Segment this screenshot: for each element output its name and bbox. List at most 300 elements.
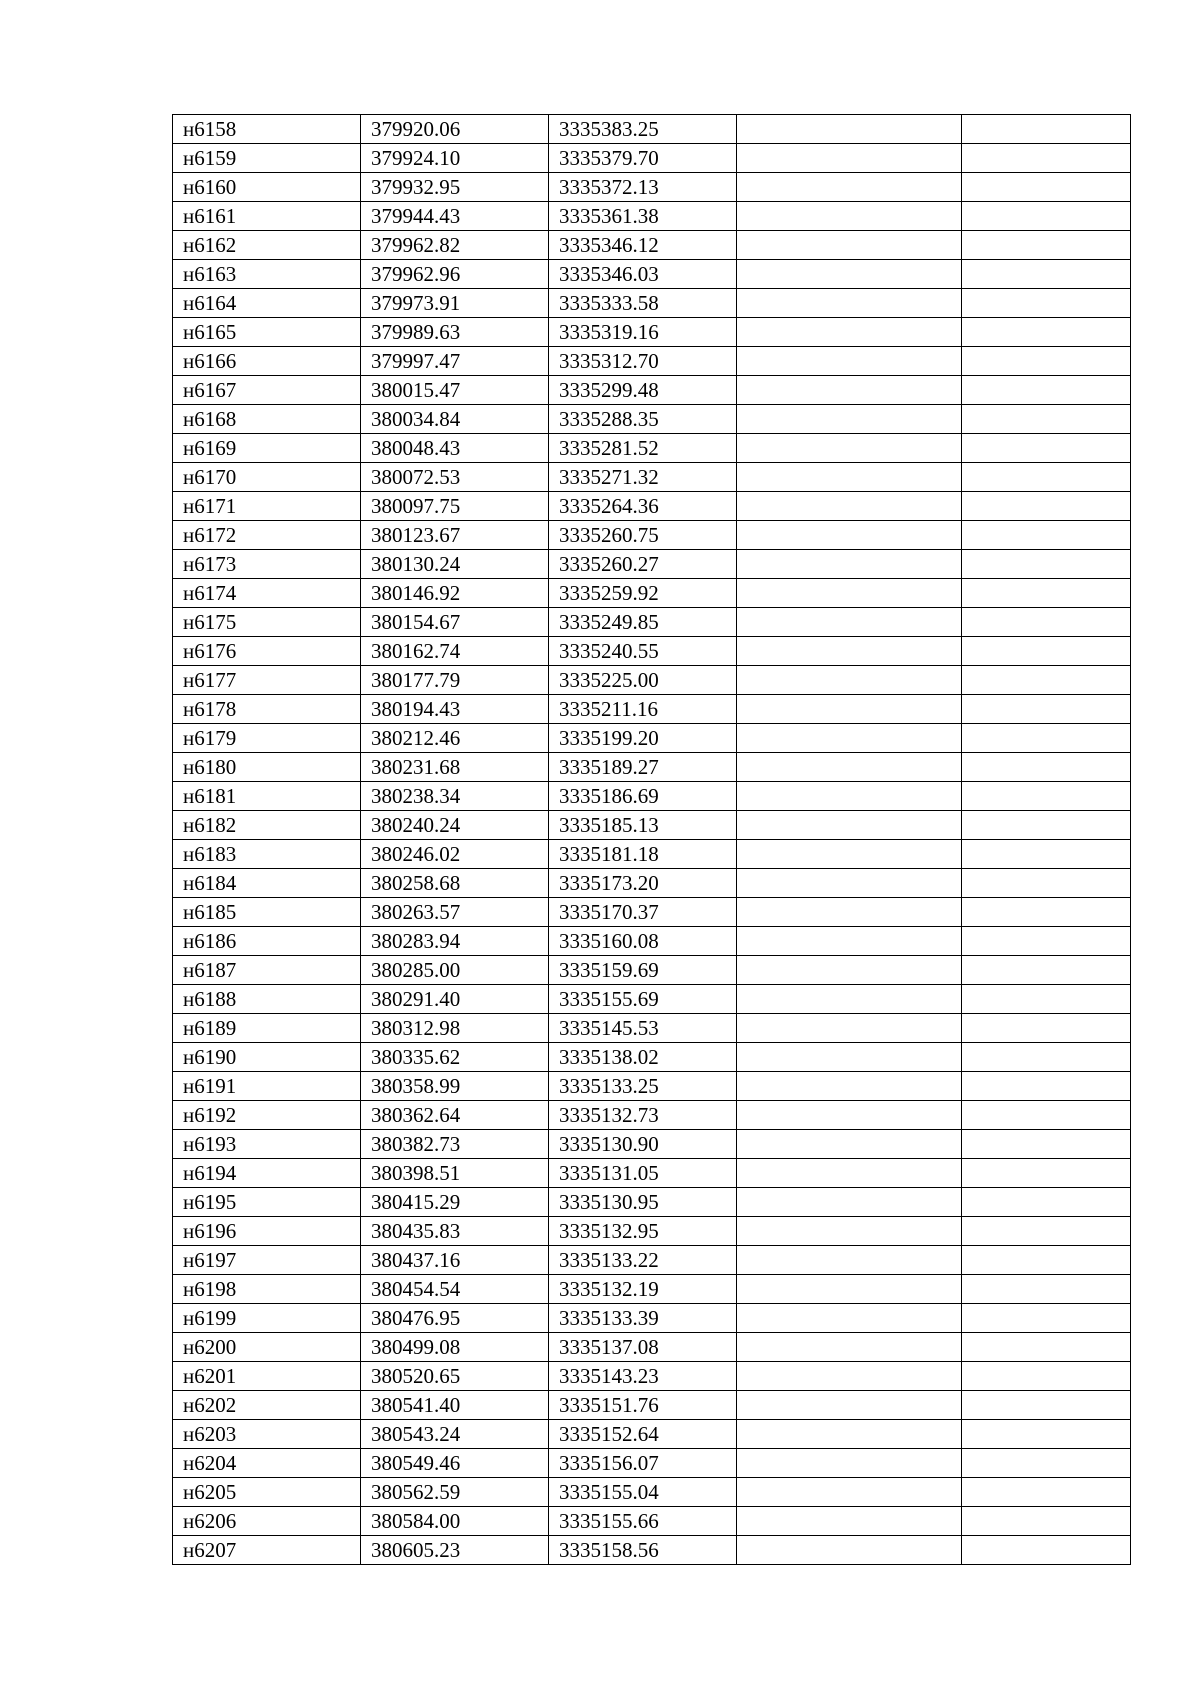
point-name-cell: н6205 — [173, 1478, 361, 1507]
y-coordinate-cell: 3335133.39 — [549, 1304, 737, 1333]
point-name-cell: н6172 — [173, 521, 361, 550]
y-coordinate-cell: 3335158.56 — [549, 1536, 737, 1565]
empty-cell — [737, 231, 962, 260]
x-coordinate-cell: 380543.24 — [361, 1420, 549, 1449]
empty-cell — [737, 1391, 962, 1420]
point-name-cell: н6168 — [173, 405, 361, 434]
empty-cell — [962, 1449, 1131, 1478]
empty-cell — [962, 550, 1131, 579]
table-row — [173, 637, 1131, 666]
point-name-cell: н6200 — [173, 1333, 361, 1362]
table-row — [173, 579, 1131, 608]
empty-cell — [962, 956, 1131, 985]
table-row — [173, 1043, 1131, 1072]
table-row — [173, 1217, 1131, 1246]
table-row — [173, 405, 1131, 434]
table-row — [173, 1449, 1131, 1478]
y-coordinate-cell: 3335264.36 — [549, 492, 737, 521]
empty-cell — [962, 840, 1131, 869]
x-coordinate-cell: 380562.59 — [361, 1478, 549, 1507]
y-coordinate-cell: 3335346.12 — [549, 231, 737, 260]
empty-cell — [962, 405, 1131, 434]
y-coordinate-cell: 3335312.70 — [549, 347, 737, 376]
point-name-cell: н6192 — [173, 1101, 361, 1130]
y-coordinate-cell: 3335137.08 — [549, 1333, 737, 1362]
y-coordinate-cell: 3335281.52 — [549, 434, 737, 463]
table-row — [173, 782, 1131, 811]
table-row — [173, 289, 1131, 318]
y-coordinate-cell: 3335132.19 — [549, 1275, 737, 1304]
y-coordinate-cell: 3335260.27 — [549, 550, 737, 579]
table-row — [173, 463, 1131, 492]
x-coordinate-cell: 379962.82 — [361, 231, 549, 260]
empty-cell — [737, 1188, 962, 1217]
empty-cell — [962, 521, 1131, 550]
y-coordinate-cell: 3335173.20 — [549, 869, 737, 898]
empty-cell — [962, 1333, 1131, 1362]
table-row — [173, 985, 1131, 1014]
x-coordinate-cell: 380312.98 — [361, 1014, 549, 1043]
empty-cell — [962, 666, 1131, 695]
table-row — [173, 1130, 1131, 1159]
x-coordinate-cell: 380034.84 — [361, 405, 549, 434]
empty-cell — [737, 637, 962, 666]
y-coordinate-cell: 3335130.90 — [549, 1130, 737, 1159]
table-row — [173, 724, 1131, 753]
empty-cell — [962, 1507, 1131, 1536]
point-name-cell: н6195 — [173, 1188, 361, 1217]
x-coordinate-cell: 380541.40 — [361, 1391, 549, 1420]
empty-cell — [962, 608, 1131, 637]
point-name-cell: н6176 — [173, 637, 361, 666]
x-coordinate-cell: 380476.95 — [361, 1304, 549, 1333]
empty-cell — [962, 1072, 1131, 1101]
y-coordinate-cell: 3335259.92 — [549, 579, 737, 608]
empty-cell — [737, 1362, 962, 1391]
x-coordinate-cell: 380362.64 — [361, 1101, 549, 1130]
x-coordinate-cell: 380258.68 — [361, 869, 549, 898]
empty-cell — [737, 463, 962, 492]
table-row — [173, 898, 1131, 927]
y-coordinate-cell: 3335333.58 — [549, 289, 737, 318]
x-coordinate-cell: 380435.83 — [361, 1217, 549, 1246]
empty-cell — [962, 927, 1131, 956]
point-name-cell: н6198 — [173, 1275, 361, 1304]
empty-cell — [737, 202, 962, 231]
x-coordinate-cell: 380048.43 — [361, 434, 549, 463]
point-name-cell: н6199 — [173, 1304, 361, 1333]
empty-cell — [962, 1304, 1131, 1333]
empty-cell — [737, 376, 962, 405]
empty-cell — [962, 202, 1131, 231]
coordinates-table — [172, 114, 1131, 1565]
empty-cell — [737, 1014, 962, 1043]
empty-cell — [962, 376, 1131, 405]
x-coordinate-cell: 380499.08 — [361, 1333, 549, 1362]
x-coordinate-cell: 380358.99 — [361, 1072, 549, 1101]
point-name-cell: н6196 — [173, 1217, 361, 1246]
table-row — [173, 1014, 1131, 1043]
y-coordinate-cell: 3335131.05 — [549, 1159, 737, 1188]
point-name-cell: н6174 — [173, 579, 361, 608]
empty-cell — [737, 1246, 962, 1275]
empty-cell — [737, 1536, 962, 1565]
point-name-cell: н6182 — [173, 811, 361, 840]
x-coordinate-cell: 380382.73 — [361, 1130, 549, 1159]
x-coordinate-cell: 380454.54 — [361, 1275, 549, 1304]
point-name-cell: н6189 — [173, 1014, 361, 1043]
empty-cell — [737, 1507, 962, 1536]
table-row — [173, 1333, 1131, 1362]
table-row — [173, 202, 1131, 231]
point-name-cell: н6162 — [173, 231, 361, 260]
y-coordinate-cell: 3335130.95 — [549, 1188, 737, 1217]
y-coordinate-cell: 3335155.04 — [549, 1478, 737, 1507]
table-row — [173, 376, 1131, 405]
x-coordinate-cell: 380246.02 — [361, 840, 549, 869]
empty-cell — [962, 1362, 1131, 1391]
table-row — [173, 521, 1131, 550]
point-name-cell: н6165 — [173, 318, 361, 347]
empty-cell — [962, 1159, 1131, 1188]
empty-cell — [737, 956, 962, 985]
empty-cell — [737, 1275, 962, 1304]
x-coordinate-cell: 379924.10 — [361, 144, 549, 173]
table-row — [173, 231, 1131, 260]
y-coordinate-cell: 3335383.25 — [549, 115, 737, 144]
table-row — [173, 1536, 1131, 1565]
point-name-cell: н6197 — [173, 1246, 361, 1275]
point-name-cell: н6166 — [173, 347, 361, 376]
x-coordinate-cell: 380072.53 — [361, 463, 549, 492]
y-coordinate-cell: 3335185.13 — [549, 811, 737, 840]
coordinates-table-body — [173, 115, 1131, 1565]
y-coordinate-cell: 3335189.27 — [549, 753, 737, 782]
x-coordinate-cell: 380415.29 — [361, 1188, 549, 1217]
empty-cell — [737, 144, 962, 173]
empty-cell — [737, 434, 962, 463]
empty-cell — [737, 985, 962, 1014]
empty-cell — [737, 608, 962, 637]
point-name-cell: н6191 — [173, 1072, 361, 1101]
x-coordinate-cell: 380015.47 — [361, 376, 549, 405]
y-coordinate-cell: 3335260.75 — [549, 521, 737, 550]
y-coordinate-cell: 3335181.18 — [549, 840, 737, 869]
x-coordinate-cell: 380154.67 — [361, 608, 549, 637]
empty-cell — [737, 1130, 962, 1159]
table-row — [173, 608, 1131, 637]
y-coordinate-cell: 3335199.20 — [549, 724, 737, 753]
empty-cell — [737, 318, 962, 347]
point-name-cell: н6177 — [173, 666, 361, 695]
table-row — [173, 1101, 1131, 1130]
point-name-cell: н6181 — [173, 782, 361, 811]
empty-cell — [962, 1420, 1131, 1449]
empty-cell — [962, 1391, 1131, 1420]
y-coordinate-cell: 3335159.69 — [549, 956, 737, 985]
empty-cell — [737, 260, 962, 289]
empty-cell — [962, 1188, 1131, 1217]
point-name-cell: н6203 — [173, 1420, 361, 1449]
empty-cell — [737, 1159, 962, 1188]
table-row — [173, 1246, 1131, 1275]
y-coordinate-cell: 3335271.32 — [549, 463, 737, 492]
point-name-cell: н6158 — [173, 115, 361, 144]
empty-cell — [737, 666, 962, 695]
y-coordinate-cell: 3335156.07 — [549, 1449, 737, 1478]
point-name-cell: н6178 — [173, 695, 361, 724]
x-coordinate-cell: 380177.79 — [361, 666, 549, 695]
x-coordinate-cell: 379997.47 — [361, 347, 549, 376]
point-name-cell: н6171 — [173, 492, 361, 521]
point-name-cell: н6170 — [173, 463, 361, 492]
y-coordinate-cell: 3335170.37 — [549, 898, 737, 927]
x-coordinate-cell: 380605.23 — [361, 1536, 549, 1565]
table-row — [173, 1304, 1131, 1333]
empty-cell — [737, 1420, 962, 1449]
table-row — [173, 1507, 1131, 1536]
table-row — [173, 115, 1131, 144]
point-name-cell: н6207 — [173, 1536, 361, 1565]
table-row — [173, 811, 1131, 840]
point-name-cell: н6163 — [173, 260, 361, 289]
empty-cell — [962, 231, 1131, 260]
point-name-cell: н6159 — [173, 144, 361, 173]
empty-cell — [737, 1333, 962, 1362]
empty-cell — [962, 753, 1131, 782]
empty-cell — [962, 985, 1131, 1014]
x-coordinate-cell: 380263.57 — [361, 898, 549, 927]
y-coordinate-cell: 3335299.48 — [549, 376, 737, 405]
table-row — [173, 1159, 1131, 1188]
table-row — [173, 753, 1131, 782]
y-coordinate-cell: 3335288.35 — [549, 405, 737, 434]
y-coordinate-cell: 3335249.85 — [549, 608, 737, 637]
x-coordinate-cell: 380130.24 — [361, 550, 549, 579]
table-row — [173, 1420, 1131, 1449]
y-coordinate-cell: 3335152.64 — [549, 1420, 737, 1449]
x-coordinate-cell: 380162.74 — [361, 637, 549, 666]
x-coordinate-cell: 380398.51 — [361, 1159, 549, 1188]
point-name-cell: н6169 — [173, 434, 361, 463]
table-row — [173, 434, 1131, 463]
x-coordinate-cell: 380231.68 — [361, 753, 549, 782]
x-coordinate-cell: 380194.43 — [361, 695, 549, 724]
y-coordinate-cell: 3335132.95 — [549, 1217, 737, 1246]
y-coordinate-cell: 3335225.00 — [549, 666, 737, 695]
empty-cell — [962, 1101, 1131, 1130]
table-row — [173, 492, 1131, 521]
y-coordinate-cell: 3335186.69 — [549, 782, 737, 811]
empty-cell — [962, 637, 1131, 666]
empty-cell — [962, 173, 1131, 202]
empty-cell — [737, 173, 962, 202]
empty-cell — [962, 115, 1131, 144]
y-coordinate-cell: 3335132.73 — [549, 1101, 737, 1130]
point-name-cell: н6201 — [173, 1362, 361, 1391]
empty-cell — [962, 1275, 1131, 1304]
y-coordinate-cell: 3335160.08 — [549, 927, 737, 956]
empty-cell — [962, 724, 1131, 753]
table-row — [173, 144, 1131, 173]
table-row — [173, 840, 1131, 869]
x-coordinate-cell: 379989.63 — [361, 318, 549, 347]
table-row — [173, 869, 1131, 898]
point-name-cell: н6190 — [173, 1043, 361, 1072]
x-coordinate-cell: 380285.00 — [361, 956, 549, 985]
empty-cell — [737, 1101, 962, 1130]
empty-cell — [962, 579, 1131, 608]
point-name-cell: н6183 — [173, 840, 361, 869]
x-coordinate-cell: 380123.67 — [361, 521, 549, 550]
x-coordinate-cell: 380437.16 — [361, 1246, 549, 1275]
point-name-cell: н6204 — [173, 1449, 361, 1478]
empty-cell — [737, 347, 962, 376]
x-coordinate-cell: 379962.96 — [361, 260, 549, 289]
point-name-cell: н6167 — [173, 376, 361, 405]
empty-cell — [737, 1043, 962, 1072]
y-coordinate-cell: 3335133.22 — [549, 1246, 737, 1275]
point-name-cell: н6202 — [173, 1391, 361, 1420]
empty-cell — [962, 492, 1131, 521]
x-coordinate-cell: 380146.92 — [361, 579, 549, 608]
table-row — [173, 1362, 1131, 1391]
y-coordinate-cell: 3335361.38 — [549, 202, 737, 231]
point-name-cell: н6194 — [173, 1159, 361, 1188]
table-row — [173, 666, 1131, 695]
x-coordinate-cell: 379973.91 — [361, 289, 549, 318]
y-coordinate-cell: 3335138.02 — [549, 1043, 737, 1072]
empty-cell — [737, 521, 962, 550]
table-row — [173, 260, 1131, 289]
point-name-cell: н6185 — [173, 898, 361, 927]
empty-cell — [962, 1014, 1131, 1043]
empty-cell — [737, 1478, 962, 1507]
empty-cell — [737, 1449, 962, 1478]
empty-cell — [737, 492, 962, 521]
y-coordinate-cell: 3335151.76 — [549, 1391, 737, 1420]
x-coordinate-cell: 380291.40 — [361, 985, 549, 1014]
table-row — [173, 550, 1131, 579]
table-row — [173, 956, 1131, 985]
point-name-cell: н6186 — [173, 927, 361, 956]
empty-cell — [962, 144, 1131, 173]
x-coordinate-cell: 380097.75 — [361, 492, 549, 521]
x-coordinate-cell: 379932.95 — [361, 173, 549, 202]
empty-cell — [962, 782, 1131, 811]
y-coordinate-cell: 3335145.53 — [549, 1014, 737, 1043]
empty-cell — [962, 695, 1131, 724]
empty-cell — [962, 898, 1131, 927]
empty-cell — [962, 347, 1131, 376]
table-row — [173, 695, 1131, 724]
table-row — [173, 1072, 1131, 1101]
table-row — [173, 927, 1131, 956]
empty-cell — [737, 927, 962, 956]
table-row — [173, 173, 1131, 202]
point-name-cell: н6180 — [173, 753, 361, 782]
point-name-cell: н6179 — [173, 724, 361, 753]
empty-cell — [737, 898, 962, 927]
empty-cell — [737, 724, 962, 753]
empty-cell — [737, 550, 962, 579]
y-coordinate-cell: 3335346.03 — [549, 260, 737, 289]
x-coordinate-cell: 380283.94 — [361, 927, 549, 956]
empty-cell — [737, 115, 962, 144]
point-name-cell: н6173 — [173, 550, 361, 579]
y-coordinate-cell: 3335379.70 — [549, 144, 737, 173]
empty-cell — [962, 318, 1131, 347]
point-name-cell: н6164 — [173, 289, 361, 318]
empty-cell — [737, 579, 962, 608]
x-coordinate-cell: 380238.34 — [361, 782, 549, 811]
empty-cell — [962, 811, 1131, 840]
empty-cell — [962, 1246, 1131, 1275]
table-row — [173, 1478, 1131, 1507]
y-coordinate-cell: 3335155.69 — [549, 985, 737, 1014]
empty-cell — [962, 1536, 1131, 1565]
empty-cell — [737, 1304, 962, 1333]
empty-cell — [737, 405, 962, 434]
empty-cell — [962, 1217, 1131, 1246]
empty-cell — [737, 811, 962, 840]
table-row — [173, 318, 1131, 347]
empty-cell — [962, 1478, 1131, 1507]
y-coordinate-cell: 3335133.25 — [549, 1072, 737, 1101]
empty-cell — [737, 1217, 962, 1246]
empty-cell — [962, 260, 1131, 289]
x-coordinate-cell: 379920.06 — [361, 115, 549, 144]
x-coordinate-cell: 380584.00 — [361, 1507, 549, 1536]
empty-cell — [962, 289, 1131, 318]
point-name-cell: н6187 — [173, 956, 361, 985]
empty-cell — [737, 753, 962, 782]
y-coordinate-cell: 3335372.13 — [549, 173, 737, 202]
empty-cell — [962, 463, 1131, 492]
point-name-cell: н6184 — [173, 869, 361, 898]
empty-cell — [962, 869, 1131, 898]
point-name-cell: н6161 — [173, 202, 361, 231]
y-coordinate-cell: 3335155.66 — [549, 1507, 737, 1536]
table-row — [173, 1188, 1131, 1217]
table-row — [173, 1275, 1131, 1304]
x-coordinate-cell: 380335.62 — [361, 1043, 549, 1072]
y-coordinate-cell: 3335211.16 — [549, 695, 737, 724]
x-coordinate-cell: 380212.46 — [361, 724, 549, 753]
empty-cell — [737, 869, 962, 898]
x-coordinate-cell: 380520.65 — [361, 1362, 549, 1391]
point-name-cell: н6188 — [173, 985, 361, 1014]
x-coordinate-cell: 380240.24 — [361, 811, 549, 840]
y-coordinate-cell: 3335143.23 — [549, 1362, 737, 1391]
empty-cell — [737, 695, 962, 724]
empty-cell — [737, 840, 962, 869]
empty-cell — [962, 1130, 1131, 1159]
empty-cell — [737, 782, 962, 811]
y-coordinate-cell: 3335319.16 — [549, 318, 737, 347]
x-coordinate-cell: 379944.43 — [361, 202, 549, 231]
table-row — [173, 347, 1131, 376]
point-name-cell: н6193 — [173, 1130, 361, 1159]
point-name-cell: н6175 — [173, 608, 361, 637]
empty-cell — [737, 1072, 962, 1101]
point-name-cell: н6160 — [173, 173, 361, 202]
table-row — [173, 1391, 1131, 1420]
empty-cell — [962, 1043, 1131, 1072]
y-coordinate-cell: 3335240.55 — [549, 637, 737, 666]
point-name-cell: н6206 — [173, 1507, 361, 1536]
x-coordinate-cell: 380549.46 — [361, 1449, 549, 1478]
